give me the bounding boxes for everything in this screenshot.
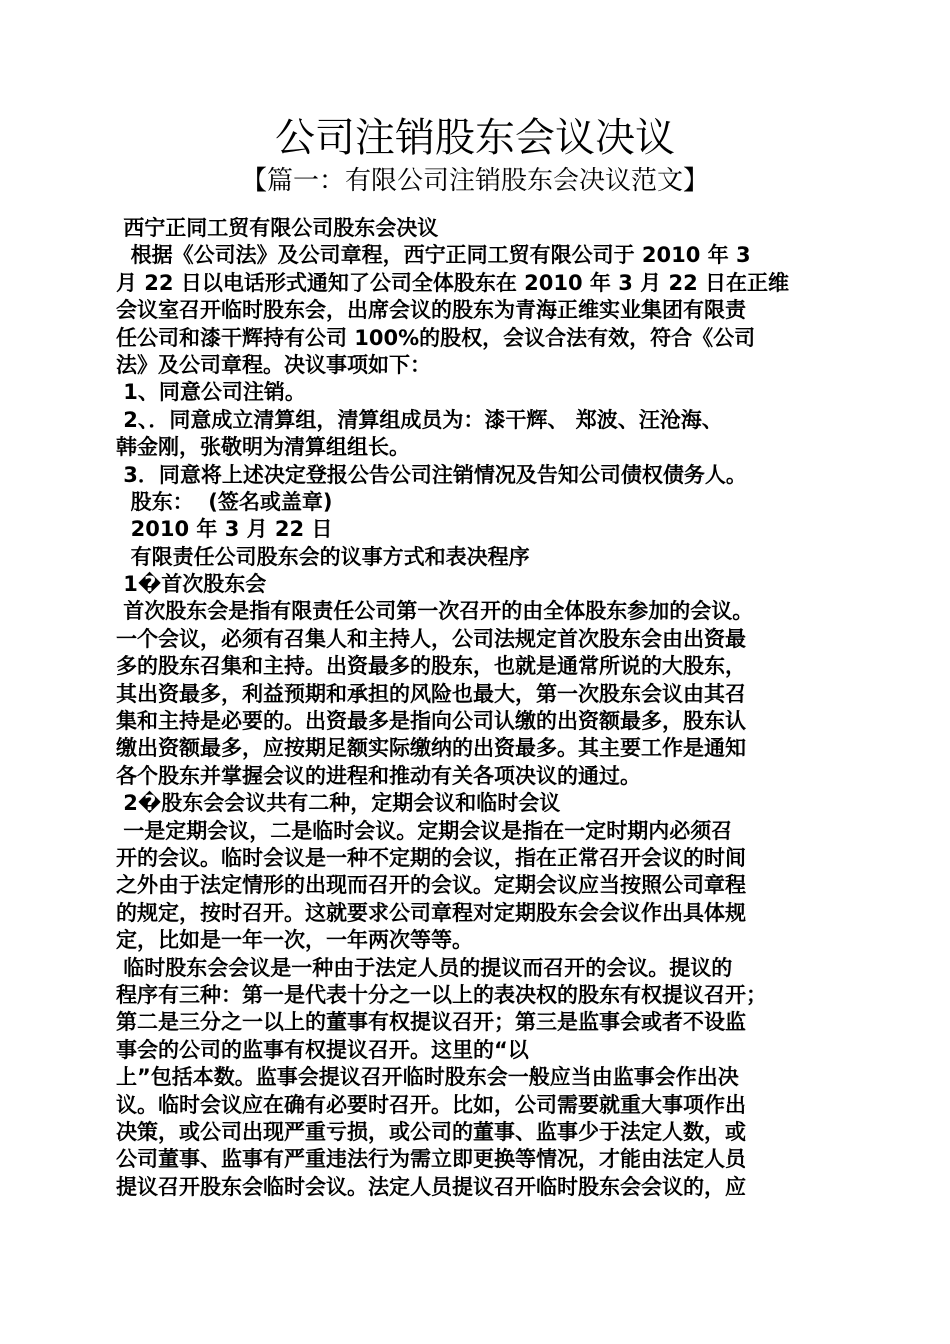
paragraph-line: 月 22 日以电话形式通知了公司全体股东在 2010 年 3 月 22 日在正维: [116, 270, 789, 295]
paragraph-line: 一个会议，必须有召集人和主持人，公司法规定首次股东会由出资最: [116, 626, 746, 651]
paragraph-line: 3．同意将上述决定登报公告公司注销情况及告知公司债权债务人。: [116, 462, 747, 487]
paragraph-line: 西宁正同工贸有限公司股东会决议: [116, 216, 439, 240]
document-body: [116, 215, 840, 1201]
paragraph-line: 韩金刚，张敬明为清算组组长。: [116, 435, 410, 460]
paragraph-line: 第二是三分之一以上的董事有权提议召开；第三是监事会或者不设监: [116, 1010, 746, 1035]
paragraph-line: 股东： (签名或盖章): [116, 489, 333, 514]
paragraph-line: 议。临时会议应在确有必要时召开。比如，公司需要就重大事项作出: [116, 1092, 746, 1117]
paragraph-line: 临时股东会会议是一种由于法定人员的提议而召开的会议。提议的: [116, 955, 733, 980]
paragraph-line: 上”包括本数。监事会提议召开临时股东会一般应当由监事会作出决: [116, 1065, 739, 1090]
paragraph-line: 多的股东召集和主持。出资最多的股东，也就是通常所说的大股东，: [116, 654, 746, 679]
paragraph-line: 之外由于法定情形的出现而召开的会议。定期会议应当按照公司章程: [116, 873, 746, 898]
paragraph-line: 定，比如是一年一次，一年两次等等。: [116, 928, 473, 953]
paragraph-line: 任公司和漆干辉持有公司 100%的股权，会议合法有效，符合《公司: [116, 325, 756, 350]
document-subtitle: 【篇一：有限公司注销股东会决议范文】: [240, 166, 709, 196]
paragraph-line: 开的会议。临时会议是一种不定期的会议，指在正常召开会议的时间: [116, 845, 746, 870]
paragraph-line: 各个股东并掌握会议的进程和推动有关各项决议的通过。: [116, 763, 641, 788]
paragraph-line: 公司董事、监事有严重违法行为需立即更换等情况，才能由法定人员: [116, 1147, 746, 1172]
paragraph-line: 其出资最多，利益预期和承担的风险也最大，第一次股东会议由其召: [116, 681, 746, 706]
paragraph-line: 有限责任公司股东会的议事方式和表决程序: [116, 544, 530, 569]
paragraph-line: 会议室召开临时股东会，出席会议的股东为青海正维实业集团有限责: [116, 298, 746, 323]
paragraph-line: 2010 年 3 月 22 日: [116, 517, 333, 542]
paragraph-line: 缴出资额最多，应按期足额实际缴纳的出资最多。其主要工作是通知: [116, 736, 746, 761]
paragraph-line: 法》及公司章程。决议事项如下：: [116, 352, 431, 377]
paragraph-line: 1、同意公司注销。: [116, 380, 306, 405]
paragraph-line: 决策，或公司出现严重亏损，或公司的董事、监事少于法定人数，或: [116, 1119, 746, 1144]
paragraph-line: 的规定，按时召开。这就要求公司章程对定期股东会会议作出具体规: [116, 900, 746, 925]
paragraph-line: 事会的公司的监事有权提议召开。这里的“以: [116, 1037, 529, 1062]
paragraph-line: 1�首次股东会: [116, 572, 267, 597]
paragraph-line: 一是定期会议，二是临时会议。定期会议是指在一定时期内必须召: [116, 818, 733, 843]
paragraph-line: 2�股东会会议共有二种，定期会议和临时会议: [116, 791, 561, 816]
document-title: 公司注销股东会议决议: [275, 115, 675, 161]
paragraph-line: 首次股东会是指有限责任公司第一次召开的由全体股东参加的会议。: [116, 599, 754, 624]
paragraph-line: 集和主持是必要的。出资最多是指向公司认缴的出资额最多，股东认: [116, 709, 746, 734]
paragraph-line: 提议召开股东会临时会议。法定人员提议召开临时股东会会议的，应: [116, 1174, 746, 1199]
paragraph-line: 根据《公司法》及公司章程，西宁正同工贸有限公司于 2010 年 3: [116, 243, 751, 268]
paragraph-line: 程序有三种：第一是代表十分之一以上的表决权的股东有权提议召开；: [116, 982, 767, 1007]
paragraph-line: 2、．同意成立清算组，清算组成员为：漆干辉、 郑波、汪沧海、: [116, 407, 723, 432]
